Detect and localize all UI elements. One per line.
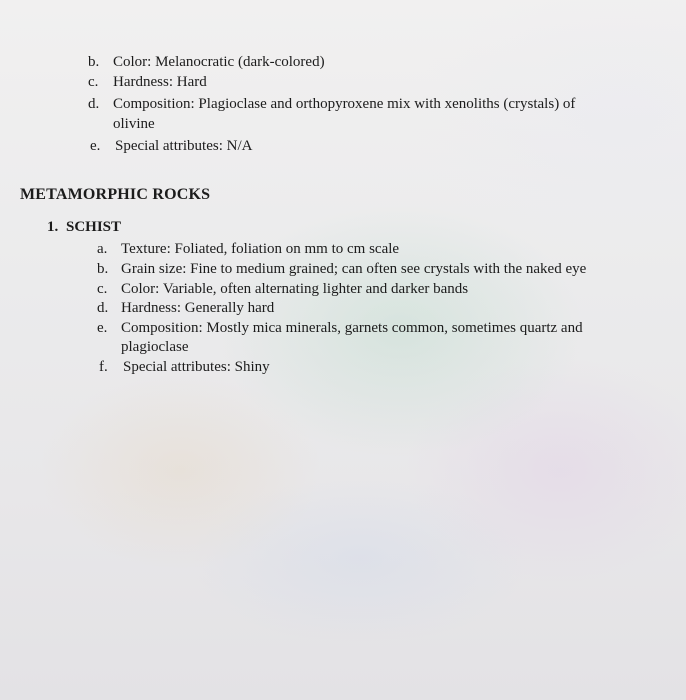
list-marker: d. — [88, 96, 100, 112]
list-item-text: Composition: Plagioclase and orthopyroxene mix with xenoliths (crystals) of — [113, 96, 576, 112]
subsection-title — [47, 218, 121, 237]
list-item-text: Grain size: Fine to medium grained; can often see crystals with the naked eye — [121, 261, 587, 277]
list-marker: e. — [90, 138, 101, 154]
list-item-text: Color: Variable, often alternating lighter and darker bands — [121, 281, 469, 297]
list-item-text: Special attributes: N/A — [115, 138, 253, 154]
list-item-text: Special attributes: Shiny — [123, 359, 270, 375]
list-marker: f. — [99, 359, 108, 375]
list-item-text: Texture: Foliated, foliation on mm to cm scale — [121, 241, 400, 257]
section-heading: METAMORPHIC ROCKS — [20, 186, 211, 203]
list-marker: c. — [88, 74, 99, 90]
list-marker: b. — [97, 261, 109, 277]
list-item-text: Color: Melanocratic (dark-colored) — [113, 54, 325, 70]
list-item-text: olivine — [113, 116, 155, 132]
subsection-label: SCHIST — [66, 219, 122, 235]
subsection-number: 1. — [47, 219, 59, 235]
list-item-text: plagioclase — [121, 339, 189, 355]
list-marker: a. — [97, 241, 108, 257]
list-marker: e. — [97, 320, 108, 336]
list-item-text: Hardness: Hard — [113, 74, 207, 90]
list-item-text: Composition: Mostly mica minerals, garnets common, sometimes quartz and — [121, 320, 583, 336]
list-marker: c. — [97, 281, 108, 297]
list-marker: b. — [88, 54, 100, 70]
list-item-text: Hardness: Generally hard — [121, 300, 275, 316]
list-marker: d. — [97, 300, 109, 316]
